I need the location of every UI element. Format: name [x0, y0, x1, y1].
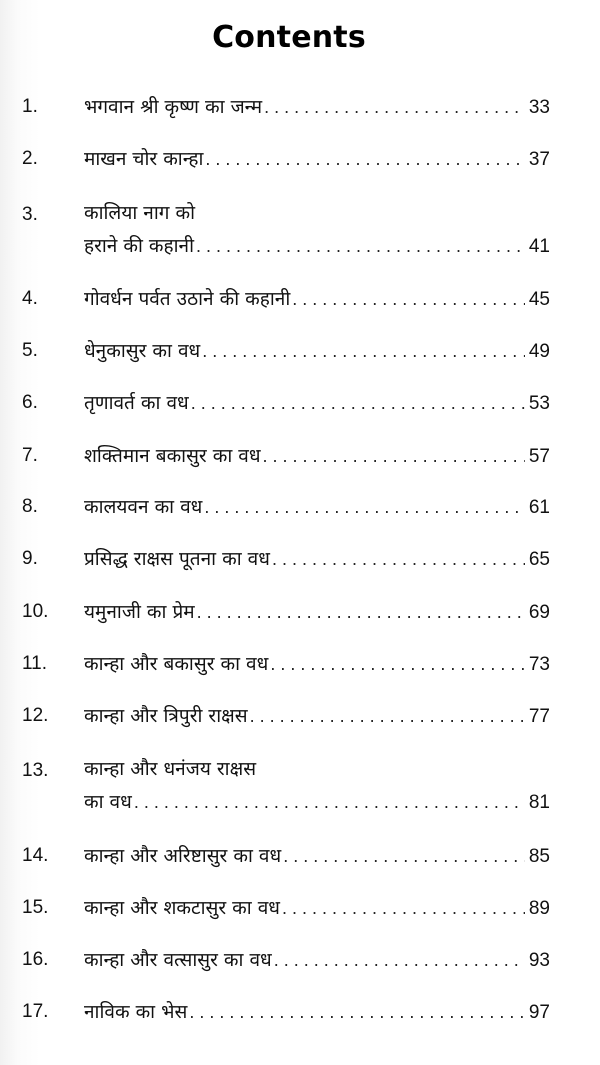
- entry-number: 16.: [22, 949, 49, 970]
- dot-leader: [197, 599, 525, 625]
- entry-number: 6.: [22, 392, 38, 413]
- entry-row: [84, 338, 550, 364]
- entry-number: 14.: [22, 845, 49, 866]
- entry-title: भगवान श्री कृष्ण का जन्म: [84, 96, 263, 118]
- dot-leader: [283, 843, 525, 869]
- entry-number: 8.: [22, 496, 38, 517]
- dot-leader: [250, 703, 525, 729]
- entry-page-number: 65: [528, 549, 550, 570]
- entry-page-number: 53: [528, 393, 550, 414]
- entry-page-number: 37: [528, 149, 550, 170]
- dot-leader: [189, 999, 525, 1025]
- entry-page-number: 41: [528, 236, 550, 257]
- entry-page-number: 33: [528, 97, 550, 118]
- entry-number: 17.: [22, 1001, 49, 1022]
- entry-title: धेनुकासुर का वध: [84, 340, 201, 362]
- entry-page-number: 81: [528, 792, 550, 813]
- entry-number: 9.: [22, 548, 38, 569]
- entry-title-line-1: कान्हा और धनंजय राक्षस: [84, 758, 257, 780]
- entry-title: कालयवन का वध: [84, 496, 203, 518]
- entry-page-number: 49: [528, 341, 550, 362]
- entry-row: [84, 895, 550, 921]
- entry-title-line-1: कालिया नाग को: [84, 202, 196, 224]
- entry-row: [84, 599, 550, 625]
- dot-leader: [204, 494, 524, 520]
- entry-number: 2.: [22, 148, 38, 169]
- entry-number: 12.: [22, 705, 49, 726]
- entry-title: कान्हा और शकटासुर का वध: [84, 897, 280, 919]
- entry-row: [84, 494, 550, 520]
- entry-page-number: 57: [528, 446, 550, 467]
- entry-number: 11.: [22, 653, 48, 674]
- entry-number: 3.: [22, 204, 38, 225]
- entry-number: 10.: [22, 601, 49, 622]
- entry-number: 4.: [22, 288, 38, 309]
- entry-page-number: 89: [528, 898, 550, 919]
- entry-row: [84, 703, 550, 729]
- entry-title: कान्हा और अरिष्टासुर का वध: [84, 845, 282, 867]
- dot-leader: [191, 390, 525, 416]
- entry-row: [84, 947, 550, 973]
- entry-page-number: 93: [528, 950, 550, 971]
- entry-row: [84, 233, 550, 259]
- entry-row: [84, 999, 550, 1025]
- entry-title: कान्हा और बकासुर का वध: [84, 653, 269, 675]
- entry-number: 5.: [22, 340, 38, 361]
- page-title: Contents: [212, 20, 366, 55]
- entry-row: [84, 390, 550, 416]
- entry-title: कान्हा और त्रिपुरी राक्षस: [84, 705, 248, 727]
- entry-row: [84, 843, 550, 869]
- entry-page-number: 61: [528, 497, 550, 518]
- dot-leader: [264, 94, 525, 120]
- entry-page-number: 85: [528, 846, 550, 867]
- entry-title: हराने की कहानी: [84, 235, 194, 257]
- entry-title: यमुनाजी का प्रेम: [84, 601, 195, 623]
- dot-leader: [263, 443, 525, 469]
- entry-title: कान्हा और वत्सासुर का वध: [84, 949, 272, 971]
- entry-row: [84, 651, 550, 677]
- entry-row: [84, 443, 550, 469]
- entry-row: [84, 546, 550, 572]
- entry-number: 1.: [22, 96, 38, 117]
- dot-leader: [202, 338, 525, 364]
- dot-leader: [205, 146, 524, 172]
- entry-number: 13.: [22, 760, 49, 781]
- dot-leader: [282, 895, 525, 921]
- dot-leader: [196, 233, 525, 259]
- entry-page-number: 73: [528, 654, 550, 675]
- entry-row: [84, 146, 550, 172]
- entry-page-number: 77: [528, 706, 550, 727]
- dot-leader: [274, 947, 525, 973]
- dot-leader: [272, 546, 525, 572]
- entry-row: [84, 94, 550, 120]
- dot-leader: [292, 286, 525, 312]
- entry-page-number: 97: [528, 1002, 550, 1023]
- entry-row: [84, 789, 550, 815]
- entry-title: प्रसिद्ध राक्षस पूतना का वध: [84, 548, 270, 570]
- entry-title: गोवर्धन पर्वत उठाने की कहानी: [84, 288, 291, 310]
- entry-title: तृणावर्त का वध: [84, 392, 189, 414]
- entry-title: नाविक का भेस: [84, 1001, 188, 1023]
- entry-title: माखन चोर कान्हा: [84, 148, 204, 170]
- entry-page-number: 45: [528, 289, 550, 310]
- dot-leader: [270, 651, 525, 677]
- entry-page-number: 69: [528, 602, 550, 623]
- entry-number: 15.: [22, 897, 49, 918]
- entry-number: 7.: [22, 445, 38, 466]
- dot-leader: [134, 789, 525, 815]
- entry-title: का वध: [84, 791, 132, 813]
- entry-title: शक्तिमान बकासुर का वध: [84, 445, 261, 467]
- entry-row: [84, 286, 550, 312]
